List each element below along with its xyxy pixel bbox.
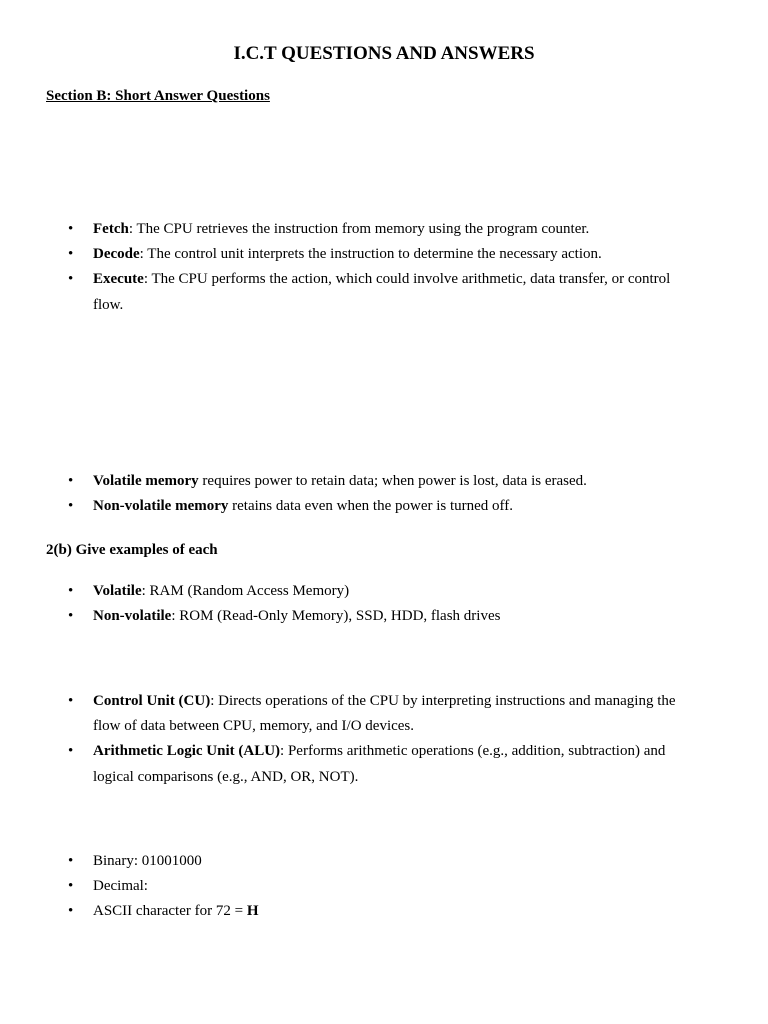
question-2b-heading: 2(b) Give examples of each bbox=[46, 542, 218, 558]
description: ASCII character for 72 = bbox=[93, 903, 247, 920]
memory-types-list bbox=[0, 469, 768, 519]
description: : Performs arithmetic operations (e.g., addition, subtraction) and logical comparisons (e.g., AND, OR, NOT). bbox=[93, 743, 666, 785]
description: Decimal: bbox=[93, 878, 148, 895]
list-item-non-volatile-memory bbox=[0, 494, 768, 519]
list-item-decode bbox=[0, 242, 768, 267]
list-item-decimal bbox=[0, 874, 768, 899]
term: Decode bbox=[93, 246, 140, 263]
description: retains data even when the power is turned off. bbox=[228, 498, 514, 515]
list-item-volatile-memory bbox=[0, 469, 768, 494]
list-item-ascii bbox=[0, 899, 768, 924]
description: Binary: 01001000 bbox=[93, 853, 202, 869]
term: Fetch bbox=[93, 221, 129, 237]
list-item-execute bbox=[0, 267, 768, 317]
description: : RAM (Random Access Memory) bbox=[141, 583, 350, 599]
term: Volatile bbox=[93, 583, 142, 599]
ascii-result: H bbox=[246, 903, 259, 920]
list-item-binary bbox=[0, 849, 768, 874]
list-item-control-unit bbox=[0, 689, 768, 739]
conversion-list bbox=[0, 849, 768, 925]
description: requires power to retain data; when power is lost, data is erased. bbox=[198, 473, 587, 489]
description: : The control unit interprets the instruction to determine the necessary action. bbox=[139, 246, 602, 263]
term: Control Unit (CU) bbox=[93, 693, 211, 709]
description: : ROM (Read-Only Memory), SSD, HDD, flash drives bbox=[171, 608, 501, 625]
cpu-components-list bbox=[0, 689, 768, 790]
list-item-non-volatile-example bbox=[0, 604, 768, 629]
description: : The CPU retrieves the instruction from memory using the program counter. bbox=[128, 221, 590, 237]
list-item-alu bbox=[0, 739, 768, 789]
list-item-volatile-example bbox=[0, 579, 768, 604]
description: : The CPU performs the action, which could involve arithmetic, data transfer, or control flow. bbox=[93, 271, 671, 313]
term: Arithmetic Logic Unit (ALU) bbox=[93, 743, 281, 760]
term: Non-volatile bbox=[93, 608, 172, 625]
list-item-fetch bbox=[0, 217, 768, 242]
memory-examples-list bbox=[0, 579, 768, 629]
term: Volatile memory bbox=[93, 473, 199, 489]
section-heading: Section B: Short Answer Questions bbox=[46, 88, 270, 104]
description: : Directs operations of the CPU by interpreting instructions and managing the flow of data between CPU, memory, and I/O devices. bbox=[93, 693, 676, 735]
document-title: I.C.T QUESTIONS AND ANSWERS bbox=[233, 43, 535, 64]
term: Execute bbox=[93, 271, 144, 288]
instruction-cycle-list bbox=[0, 217, 768, 318]
term: Non-volatile memory bbox=[93, 498, 229, 515]
